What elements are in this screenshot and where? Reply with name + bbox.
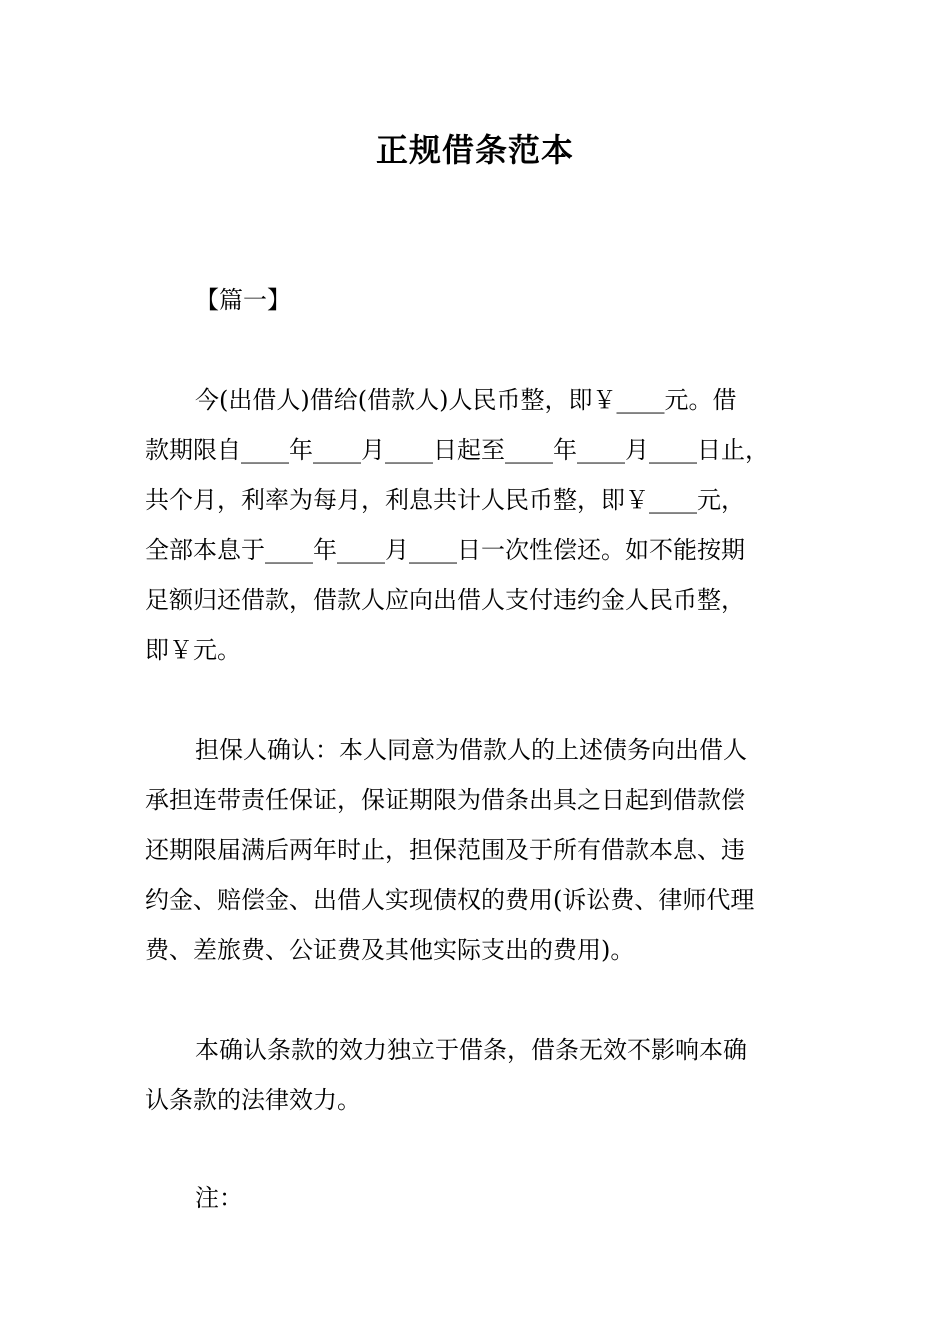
paragraph-line: 共个月，利率为每月，利息共计人民币整，即￥____元， — [145, 486, 745, 514]
document-title: 正规借条范本 — [375, 131, 574, 169]
paragraph-line: 即￥元。 — [145, 636, 241, 664]
paragraph-line: 还期限届满后两年时止，担保范围及于所有借款本息、违 — [145, 836, 745, 864]
paragraph-line: 今(出借人)借给(借款人)人民币整，即￥____元。借 — [195, 386, 737, 414]
paragraph-line: 担保人确认：本人同意为借款人的上述债务向出借人 — [195, 736, 747, 764]
paragraph-line: 款期限自____年____月____日起至____年____月____日止， — [145, 436, 769, 464]
paragraph-line: 费、差旅费、公证费及其他实际支出的费用)。 — [145, 936, 635, 964]
paragraph-line: 约金、赔偿金、出借人实现债权的费用(诉讼费、律师代理 — [145, 886, 755, 914]
section-label: 【篇一】 — [195, 286, 291, 314]
paragraph-line: 认条款的法律效力。 — [145, 1086, 361, 1114]
paragraph-line: 承担连带责任保证，保证期限为借条出具之日起到借款偿 — [145, 786, 745, 814]
note-label: 注： — [195, 1184, 243, 1212]
paragraph-line: 全部本息于____年____月____日一次性偿还。如不能按期 — [145, 536, 745, 564]
paragraph-line: 足额归还借款，借款人应向出借人支付违约金人民币整， — [145, 586, 745, 614]
paragraph-line: 本确认条款的效力独立于借条，借条无效不影响本确 — [195, 1036, 747, 1064]
